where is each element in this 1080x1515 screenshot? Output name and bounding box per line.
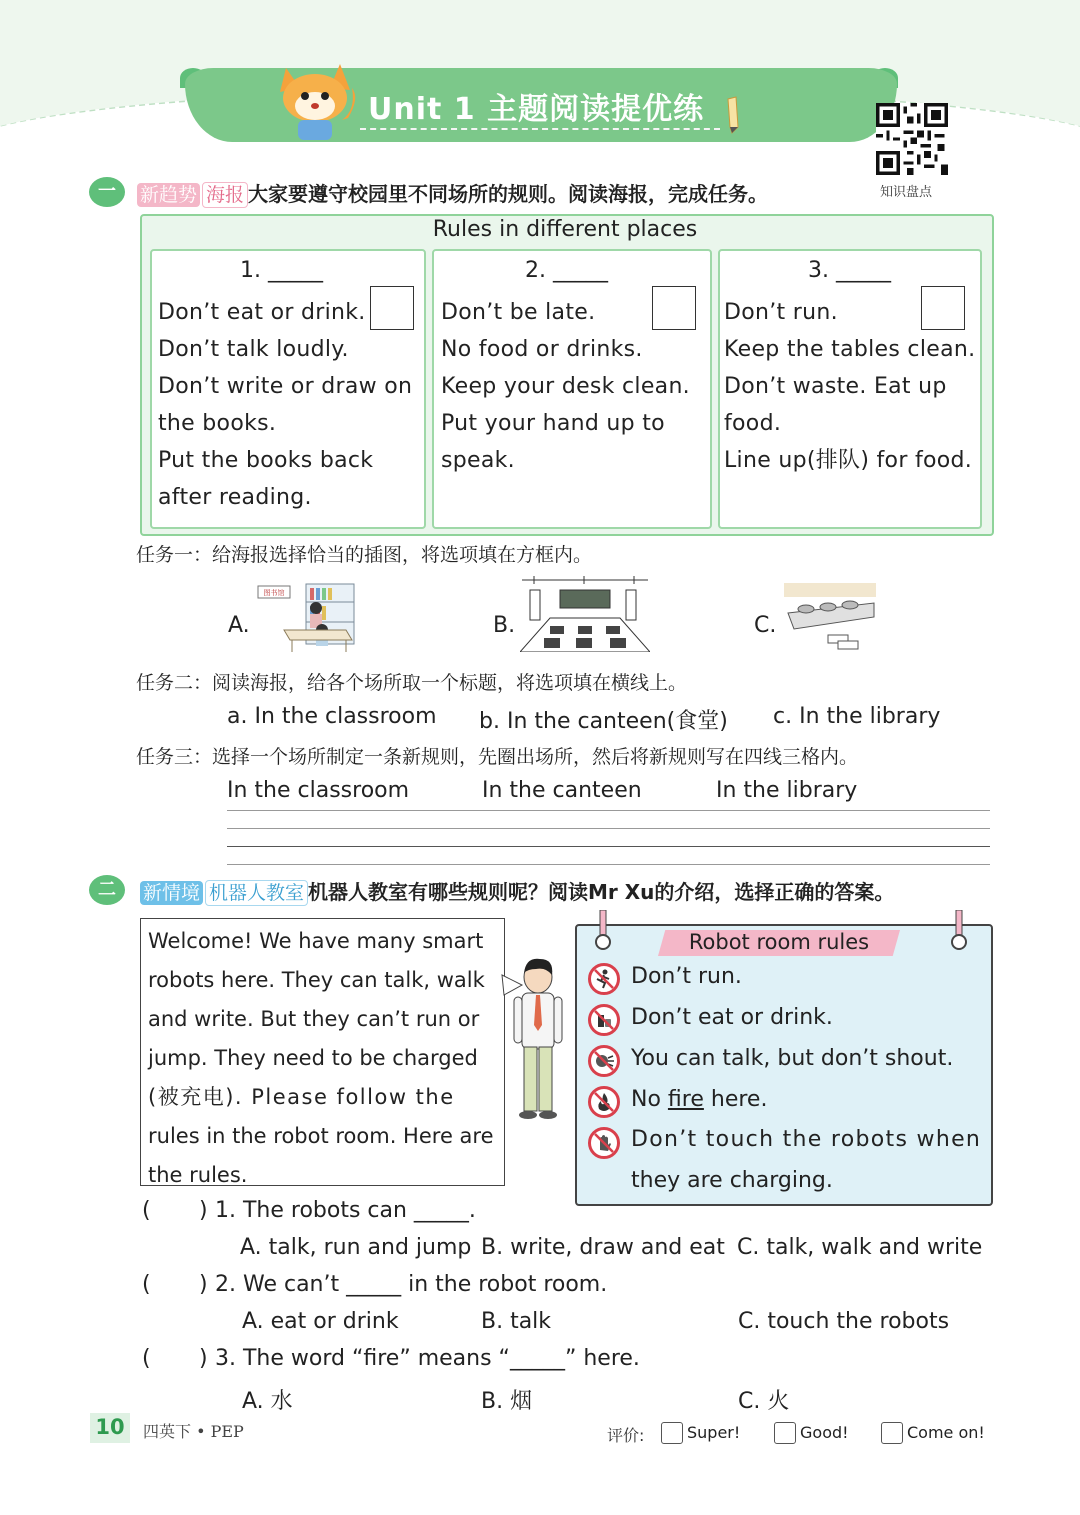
eval-comeon-checkbox[interactable] xyxy=(881,1422,903,1444)
robot-rule-4 xyxy=(631,1087,767,1112)
section1-heading xyxy=(137,178,768,207)
q3-paren-open[interactable]: ( xyxy=(142,1346,151,1371)
no-shouting-icon xyxy=(588,1045,620,1077)
robot-rules-title: Robot room rules xyxy=(688,930,870,954)
library-sign-text: 图书馆 xyxy=(263,589,285,597)
q2-paren-open[interactable]: ( xyxy=(142,1272,151,1297)
eval-super-checkbox[interactable] xyxy=(661,1422,683,1444)
poster-title: Rules in different places xyxy=(432,217,698,242)
writing-line xyxy=(227,864,990,865)
qr-label: 知识盘点 xyxy=(880,185,933,200)
four-line-writing-area[interactable] xyxy=(227,810,990,866)
rule-line: Don’t waste. Eat up xyxy=(724,374,947,399)
section1-instruction: 大家要遵守校园里不同场所的规则。阅读海报，完成任务。 xyxy=(248,182,769,206)
q2-option-b: B. talk xyxy=(481,1309,552,1334)
rule-line: Line up(排队) for food. xyxy=(724,448,973,473)
place-canteen[interactable]: In the canteen xyxy=(482,778,642,803)
q2-option-c: C. touch the robots xyxy=(738,1309,950,1334)
speech-line: robots here. They can talk, walk xyxy=(148,968,485,992)
rule-line: Don’t run. xyxy=(724,300,838,325)
canteen-picture-icon xyxy=(784,583,876,653)
no-touch-icon xyxy=(588,1127,620,1159)
speech-line: jump. They need to be charged xyxy=(148,1046,478,1070)
evaluation-label: 评价: xyxy=(607,1426,645,1445)
q1-paren-close: ) xyxy=(199,1198,208,1223)
banner-dash-line xyxy=(360,128,720,130)
section1-badge: 一 xyxy=(89,177,125,207)
column2-title-blank[interactable]: 2. _____ xyxy=(525,258,608,283)
section1-tag-poster: 海报 xyxy=(202,182,248,208)
q1-paren-open[interactable]: ( xyxy=(142,1198,151,1223)
title-option-c: c. In the library xyxy=(773,704,941,729)
rule-line: Keep the tables clean. xyxy=(724,337,976,362)
pencil-icon xyxy=(722,95,742,135)
q3-option-b: B. 烟 xyxy=(481,1389,533,1414)
rule-line: Don’t be late. xyxy=(441,300,596,325)
q3-stem: 3. The word “fire” means “_____” here. xyxy=(215,1346,640,1371)
no-running-icon xyxy=(588,963,620,995)
robot-rule-5-cont: they are charging. xyxy=(631,1168,833,1193)
library-picture-icon xyxy=(256,582,356,654)
eval-super-label: Super! xyxy=(687,1423,741,1442)
place-library[interactable]: In the library xyxy=(716,778,858,803)
writing-baseline xyxy=(227,846,990,847)
speech-line: (被充电). Please follow the xyxy=(148,1085,455,1109)
robot-rule-5: Don’t touch the robots when xyxy=(631,1127,982,1152)
section2-heading xyxy=(140,876,894,905)
rule-line: Put the books back xyxy=(158,448,374,473)
q2-option-a: A. eat or drink xyxy=(242,1309,399,1334)
unit-title: Unit 1 主题阅读提优练 xyxy=(368,92,705,127)
q3-option-a: A. 水 xyxy=(242,1389,293,1414)
no-food-icon xyxy=(588,1004,620,1036)
q2-stem: 2. We can’t _____ in the robot room. xyxy=(215,1272,608,1297)
task1-instruction: 任务一：给海报选择恰当的插图，将选项填在方框内。 xyxy=(136,544,593,566)
speech-line: Welcome! We have many smart xyxy=(148,929,484,953)
no-fire-icon xyxy=(588,1086,620,1118)
qr-code-icon[interactable] xyxy=(876,103,948,175)
q1-option-b: B. write, draw and eat xyxy=(481,1235,725,1260)
rule-line: after reading. xyxy=(158,485,312,510)
writing-line xyxy=(227,810,990,811)
fox-mascot-icon xyxy=(268,58,360,142)
task2-instruction: 任务二：阅读海报，给各个场所取一个标题，将选项填在横线上。 xyxy=(136,672,688,694)
eval-comeon-label: Come on! xyxy=(907,1423,985,1442)
speech-line: the rules. xyxy=(148,1163,248,1187)
rule4-post: here. xyxy=(703,1087,768,1112)
pin-left-icon xyxy=(592,910,614,950)
pin-right-icon xyxy=(948,910,970,950)
column3-rules xyxy=(724,294,975,479)
column1-title-blank[interactable]: 1. _____ xyxy=(240,258,323,283)
robot-rule-3: You can talk, but don’t shout. xyxy=(631,1046,954,1071)
robot-rule-2: Don’t eat or drink. xyxy=(631,1005,833,1030)
title-option-a: a. In the classroom xyxy=(227,704,437,729)
fire-word: fire xyxy=(667,1087,704,1112)
book-label: 四英下 • PEP xyxy=(143,1422,244,1441)
speech-line: rules in the robot room. Here are xyxy=(148,1124,494,1148)
rule-line: speak. xyxy=(441,448,515,473)
rule-line: the books. xyxy=(158,411,277,436)
rule-line: Don’t eat or drink. xyxy=(158,300,366,325)
speech-line: and write. But they can’t run or xyxy=(148,1007,480,1031)
q3-paren-close: ) xyxy=(199,1346,208,1371)
section2-instruction: 机器人教室有哪些规则呢？阅读Mr Xu的介绍，选择正确的答案。 xyxy=(308,880,895,904)
writing-line xyxy=(227,828,990,829)
speech-text xyxy=(148,922,494,1195)
rule-line: food. xyxy=(724,411,782,436)
column2-rules xyxy=(441,294,690,479)
picture-c-label: C. xyxy=(754,613,777,638)
q3-option-c: C. 火 xyxy=(738,1389,790,1414)
title-option-b: b. In the canteen(食堂) xyxy=(479,709,728,734)
section1-tag-trend: 新趋势 xyxy=(137,183,200,207)
q2-paren-close: ) xyxy=(199,1272,208,1297)
eval-good-label: Good! xyxy=(800,1423,849,1442)
picture-b-label: B. xyxy=(493,613,516,638)
eval-good-checkbox[interactable] xyxy=(774,1422,796,1444)
rule-line: Keep your desk clean. xyxy=(441,374,690,399)
q1-stem: 1. The robots can _____. xyxy=(215,1198,476,1223)
robot-rule-1: Don’t run. xyxy=(631,964,742,989)
mr-xu-teacher-icon xyxy=(500,955,570,1120)
task3-instruction: 任务三：选择一个场所制定一条新规则，先圈出场所，然后将新规则写在四线三格内。 xyxy=(136,746,859,768)
column1-rules xyxy=(158,294,412,516)
page-number: 10 xyxy=(95,1415,125,1439)
rule-line: No food or drinks. xyxy=(441,337,643,362)
rule-line: Don’t write or draw on xyxy=(158,374,413,399)
q1-option-c: C. talk, walk and write xyxy=(737,1235,983,1260)
rule-line: Put your hand up to xyxy=(441,411,665,436)
q1-option-a: A. talk, run and jump xyxy=(240,1235,472,1260)
rule4-pre: No xyxy=(631,1087,668,1112)
section2-tag-robot-classroom: 机器人教室 xyxy=(205,880,308,906)
section2-badge: 二 xyxy=(89,875,125,905)
place-classroom[interactable]: In the classroom xyxy=(227,778,410,803)
column3-title-blank[interactable]: 3. _____ xyxy=(808,258,891,283)
section2-tag-context: 新情境 xyxy=(140,881,203,905)
picture-a-label: A. xyxy=(228,613,250,638)
classroom-picture-icon xyxy=(520,576,650,652)
rule-line: Don’t talk loudly. xyxy=(158,337,349,362)
